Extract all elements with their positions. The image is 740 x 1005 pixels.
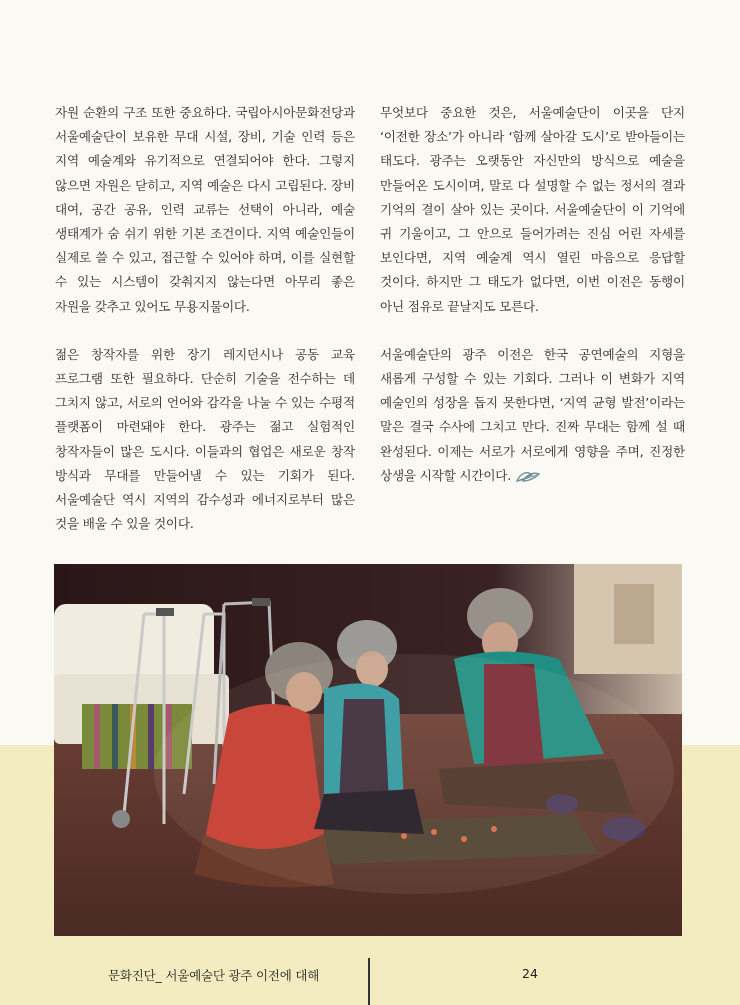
page-number: 24: [522, 966, 538, 981]
article-right-column: [380, 101, 685, 512]
paragraph: 젊은 창작자를 위한 장기 레지던시나 공동 교육 프로그램 또한 필요하다. 단순히 기술을 전수하는 데 그치지 않고, 서로의 언어와 감각을 나눌 수 있는 수평적 플랫폼이 마련돼야 한다. 광주는 젊고 실험적인 창작자들이 많은 도시다. 이들과의 협업은 새로운 창작 방식과 무대를 만들어낼 수 있는 기회가 된다. 서울예술단 역시 지역의 감수성과 에너지로부터 많은 것을 배울 수 있을 것이다.: [55, 346, 355, 532]
paragraph-text: 서울예술단의 광주 이전은 한국 공연예술의 지형을 새롭게 구성할 수 있는 기회다. 그러나 이 변화가 지역 예술인의 성장을 돕지 못한다면, ‘지역 균형 발전’이라는 말은 결국 수사에 그치고 만다. 진짜 무대는 함께 설 때 완성된다. 이제는 서로가 서로에게 영향을 주며, 진정한 상생을 시작할 시간이다.: [380, 346, 685, 483]
paragraph: 자원 순환의 구조 또한 중요하다. 국립아시아문화전당과 서울예술단이 보유한 무대 시설, 장비, 기술 인력 등은 지역 예술계와 유기적으로 연결되어야 한다. 그렇지 않으면 자원은 닫히고, 지역 예술은 다시 고립된다. 장비 대여, 공간 공유, 인력 교류는 선택이 아니라, 예술 생태계가 숨 쉬기 위한 기본 조건이다. 지역 예술인들이 실제로 쓸 수 있고, 접근할 수 있어야 하며, 이를 실현할 수 있는 시스템이 갖춰지지 않는다면 아무리 좋은 자원을 갖추고 있어도 무용지물이다.: [55, 105, 355, 314]
footer-divider: [368, 958, 370, 1005]
paragraph: 무엇보다 중요한 것은, 서울예술단이 이곳을 단지 ‘이전한 장소’가 아니라 ‘함께 살아갈 도시’로 받아들이는 태도다. 광주는 오랫동안 자신만의 방식으로 예술을 만들어온 도시이며, 말로 다 설명할 수 없는 정서의 결과 기억의 결이 살아 있는 곳이다. 서울예술단이 이 기억에 귀 기울이고, 그 안으로 들어가려는 진심 어린 자세를 보인다면, 지역 예술계 역시 열린 마음으로 응답할 것이다. 하지만 그 태도가 없다면, 이번 이전은 동행이 아닌 점유로 끝날지도 모른다.: [380, 105, 685, 314]
photo-illustration: [54, 564, 682, 936]
leaf-icon: [515, 469, 541, 483]
paragraph-with-end-mark: [380, 343, 685, 488]
footer-section-title: 문화진단_ 서울예술단 광주 이전에 대해: [108, 968, 320, 983]
stage-performance-photo: [54, 564, 682, 936]
article-left-column: [55, 101, 355, 560]
